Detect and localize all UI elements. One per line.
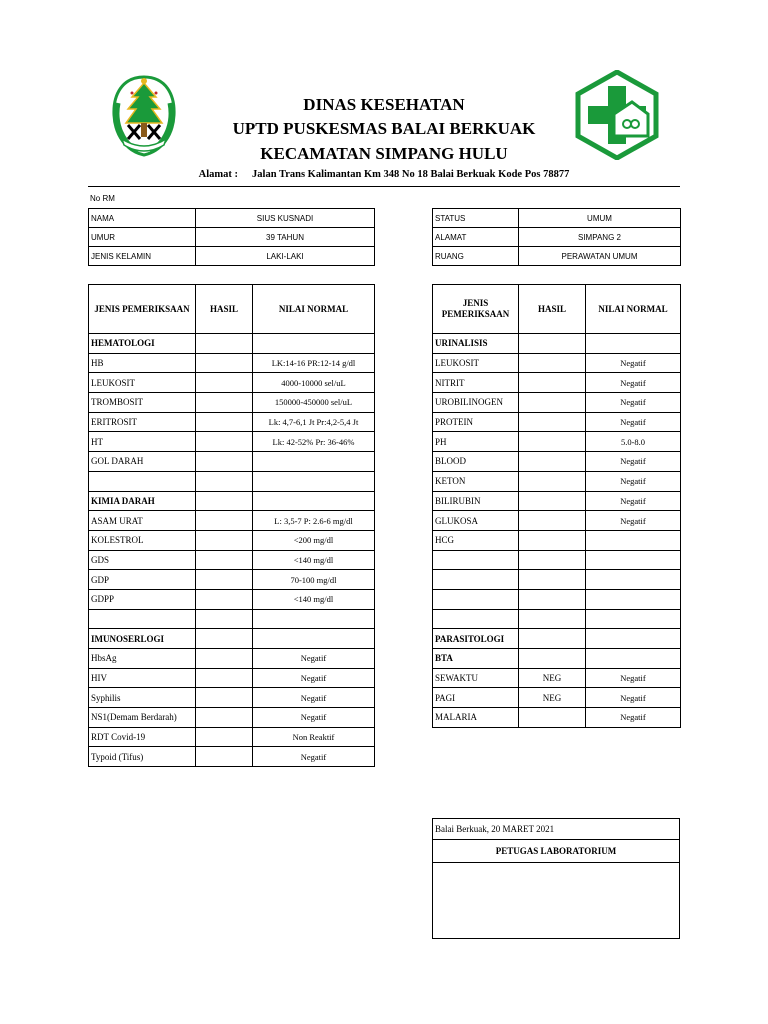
lab-normal-value xyxy=(586,550,681,570)
lab-row xyxy=(433,570,681,590)
patient-info-row xyxy=(433,228,681,247)
header-nilai-normal: NILAI NORMAL xyxy=(253,285,375,334)
lab-test-name: KIMIA DARAH xyxy=(89,491,196,511)
lab-result xyxy=(519,609,586,629)
lab-row xyxy=(433,491,681,511)
lab-test-name: TROMBOSIT xyxy=(89,393,196,413)
lab-row xyxy=(89,373,375,393)
lab-row xyxy=(433,432,681,452)
lab-result xyxy=(196,649,253,669)
lab-row xyxy=(433,471,681,491)
lab-normal-value: Negatif xyxy=(253,708,375,728)
lab-test-name: PAGI xyxy=(433,688,519,708)
lab-result xyxy=(196,570,253,590)
lab-test-name: PROTEIN xyxy=(433,412,519,432)
lab-result xyxy=(519,452,586,472)
lab-normal-value xyxy=(586,629,681,649)
lab-normal-value: Negatif xyxy=(586,471,681,491)
lab-test-name xyxy=(433,550,519,570)
lab-row xyxy=(89,412,375,432)
lab-normal-value xyxy=(586,530,681,550)
lab-table-right xyxy=(432,284,681,728)
lab-normal-value: Negatif xyxy=(586,511,681,531)
patient-field-label: RUANG xyxy=(433,247,519,266)
lab-test-name: IMUNOSERLOGI xyxy=(89,629,196,649)
lab-normal-value: Negatif xyxy=(586,393,681,413)
address-line xyxy=(0,169,768,180)
lab-test-name: ERITROSIT xyxy=(89,412,196,432)
lab-test-name: PH xyxy=(433,432,519,452)
lab-normal-value: Negatif xyxy=(586,491,681,511)
lab-test-name xyxy=(433,609,519,629)
lab-test-name: GDP xyxy=(89,570,196,590)
lab-result xyxy=(196,353,253,373)
lab-test-name: BTA xyxy=(433,649,519,669)
signature-title: PETUGAS LABORATORIUM xyxy=(495,846,617,856)
lab-result xyxy=(196,708,253,728)
lab-result xyxy=(196,550,253,570)
lab-normal-value: Negatif xyxy=(586,688,681,708)
lab-normal-value: <140 mg/dl xyxy=(253,589,375,609)
lab-row xyxy=(89,393,375,413)
lab-normal-value: 150000-450000 sel/uL xyxy=(253,393,375,413)
lab-normal-value: Negatif xyxy=(586,668,681,688)
lab-result xyxy=(196,668,253,688)
lab-test-name: HEMATOLOGI xyxy=(89,334,196,354)
lab-row xyxy=(89,708,375,728)
lab-test-name: HT xyxy=(89,432,196,452)
lab-result xyxy=(519,373,586,393)
patient-field-value: 39 TAHUN xyxy=(196,228,375,247)
lab-row xyxy=(89,511,375,531)
lab-row xyxy=(89,649,375,669)
lab-normal-value xyxy=(253,491,375,511)
patient-field-value: UMUM xyxy=(519,209,681,228)
patient-field-label: STATUS xyxy=(433,209,519,228)
patient-info-row xyxy=(89,209,375,228)
lab-result xyxy=(519,511,586,531)
lab-normal-value xyxy=(586,570,681,590)
lab-test-name: HCG xyxy=(433,530,519,550)
lab-row xyxy=(433,530,681,550)
lab-normal-value: Negatif xyxy=(586,353,681,373)
lab-result xyxy=(196,727,253,747)
header-puskesmas: UPTD PUSKESMAS BALAI BERKUAK xyxy=(232,119,536,138)
lab-test-name: HbsAg xyxy=(89,649,196,669)
header-hasil: HASIL xyxy=(196,285,253,334)
patient-field-value: LAKI-LAKI xyxy=(196,247,375,266)
lab-normal-value: Negatif xyxy=(253,668,375,688)
lab-normal-value xyxy=(253,609,375,629)
lab-test-name: GLUKOSA xyxy=(433,511,519,531)
lab-normal-value: 70-100 mg/dl xyxy=(253,570,375,590)
lab-row xyxy=(433,629,681,649)
header-jenis-pemeriksaan: JENIS PEMERIKSAAN xyxy=(433,285,519,334)
lab-row xyxy=(89,530,375,550)
lab-row xyxy=(89,471,375,491)
lab-result xyxy=(196,412,253,432)
lab-result xyxy=(196,688,253,708)
lab-normal-value xyxy=(586,649,681,669)
lab-row xyxy=(433,452,681,472)
lab-result xyxy=(519,708,586,728)
lab-result xyxy=(196,589,253,609)
header-nilai-normal: NILAI NORMAL xyxy=(586,285,681,334)
lab-test-name: BLOOD xyxy=(433,452,519,472)
lab-result xyxy=(196,609,253,629)
lab-test-name: BILIRUBIN xyxy=(433,491,519,511)
lab-row xyxy=(433,668,681,688)
lab-result xyxy=(519,471,586,491)
lab-result: NEG xyxy=(519,688,586,708)
patient-info-row xyxy=(433,247,681,266)
lab-row xyxy=(433,609,681,629)
signature-date: Balai Berkuak, 20 MARET 2021 xyxy=(435,824,555,834)
lab-normal-value: LK:14-16 PR:12-14 g/dl xyxy=(253,353,375,373)
lab-normal-value: 5.0-8.0 xyxy=(586,432,681,452)
lab-test-name: Typoid (Tifus) xyxy=(89,747,196,767)
lab-result xyxy=(196,471,253,491)
lab-normal-value: Negatif xyxy=(586,708,681,728)
lab-normal-value: Lk: 42-52% Pr: 36-46% xyxy=(253,432,375,452)
patient-info-row xyxy=(89,228,375,247)
lab-row xyxy=(89,727,375,747)
lab-result xyxy=(519,432,586,452)
lab-row xyxy=(433,412,681,432)
patient-field-label: NAMA xyxy=(89,209,196,228)
lab-row xyxy=(89,353,375,373)
lab-test-name: NITRIT xyxy=(433,373,519,393)
lab-result xyxy=(519,530,586,550)
lab-normal-value: Lk: 4,7-6,1 Jt Pr:4,2-5,4 Jt xyxy=(253,412,375,432)
lab-normal-value: 4000-10000 sel/uL xyxy=(253,373,375,393)
header-hasil: HASIL xyxy=(519,285,586,334)
lab-row xyxy=(89,688,375,708)
patient-field-label: ALAMAT xyxy=(433,228,519,247)
header-dinas: DINAS KESEHATAN xyxy=(303,95,465,114)
signature-box xyxy=(432,818,680,939)
lab-result xyxy=(519,393,586,413)
lab-test-name xyxy=(89,609,196,629)
patient-field-value: SIMPANG 2 xyxy=(519,228,681,247)
lab-result xyxy=(519,412,586,432)
lab-normal-value: Negatif xyxy=(253,747,375,767)
lab-test-name xyxy=(433,589,519,609)
lab-result xyxy=(196,393,253,413)
address-text: Jalan Trans Kalimantan Km 348 No 18 Balai Berkuak Kode Pos 78877 xyxy=(252,169,570,180)
lab-normal-value: Negatif xyxy=(586,412,681,432)
lab-result: NEG xyxy=(519,668,586,688)
lab-normal-value: Negatif xyxy=(586,373,681,393)
patient-field-value: PERAWATAN UMUM xyxy=(519,247,681,266)
lab-test-name: RDT Covid-19 xyxy=(89,727,196,747)
lab-test-name: HIV xyxy=(89,668,196,688)
lab-test-name: SEWAKTU xyxy=(433,668,519,688)
no-rm-label: No RM xyxy=(90,194,115,203)
lab-row xyxy=(433,589,681,609)
lab-test-name: KOLESTROL xyxy=(89,530,196,550)
patient-info-row xyxy=(89,247,375,266)
lab-result xyxy=(196,629,253,649)
lab-result xyxy=(519,353,586,373)
lab-test-name: GDS xyxy=(89,550,196,570)
lab-normal-value: L: 3,5-7 P: 2.6-6 mg/dl xyxy=(253,511,375,531)
lab-row xyxy=(89,452,375,472)
lab-table-header xyxy=(433,285,681,334)
lab-row xyxy=(89,570,375,590)
lab-row xyxy=(89,629,375,649)
lab-row xyxy=(89,747,375,767)
lab-test-name xyxy=(89,471,196,491)
lab-table-header xyxy=(89,285,375,334)
lab-result xyxy=(196,511,253,531)
lab-test-name: PARASITOLOGI xyxy=(433,629,519,649)
lab-row xyxy=(433,708,681,728)
lab-result xyxy=(196,452,253,472)
lab-normal-value xyxy=(586,334,681,354)
lab-normal-value: Negatif xyxy=(586,452,681,472)
header-jenis-pemeriksaan: JENIS PEMERIKSAAN xyxy=(89,285,196,334)
lab-test-name: GDPP xyxy=(89,589,196,609)
header-kecamatan: KECAMATAN SIMPANG HULU xyxy=(260,144,508,163)
lab-test-name: Syphilis xyxy=(89,688,196,708)
patient-info-right xyxy=(432,208,681,266)
lab-row xyxy=(433,373,681,393)
lab-result xyxy=(519,629,586,649)
lab-normal-value xyxy=(253,334,375,354)
lab-result xyxy=(196,373,253,393)
lab-test-name: NS1(Demam Berdarah) xyxy=(89,708,196,728)
lab-result xyxy=(196,530,253,550)
lab-test-name: MALARIA xyxy=(433,708,519,728)
lab-normal-value xyxy=(253,452,375,472)
lab-row xyxy=(89,334,375,354)
signature-divider-2 xyxy=(433,862,679,863)
lab-row xyxy=(433,511,681,531)
lab-row xyxy=(433,353,681,373)
lab-test-name: URINALISIS xyxy=(433,334,519,354)
lab-result xyxy=(519,589,586,609)
lab-normal-value xyxy=(586,609,681,629)
lab-test-name xyxy=(433,570,519,590)
lab-normal-value: Negatif xyxy=(253,688,375,708)
lab-result xyxy=(519,649,586,669)
lab-row xyxy=(433,550,681,570)
lab-table-left xyxy=(88,284,375,767)
lab-row xyxy=(89,491,375,511)
lab-test-name: KETON xyxy=(433,471,519,491)
lab-result xyxy=(519,334,586,354)
signature-divider xyxy=(433,839,679,840)
lab-result xyxy=(519,550,586,570)
lab-result xyxy=(519,491,586,511)
lab-normal-value: <140 mg/dl xyxy=(253,550,375,570)
lab-result xyxy=(519,570,586,590)
patient-info-row xyxy=(433,209,681,228)
lab-normal-value: Non Reaktif xyxy=(253,727,375,747)
patient-info-left xyxy=(88,208,375,266)
patient-field-value: SIUS KUSNADI xyxy=(196,209,375,228)
lab-test-name: LEUKOSIT xyxy=(89,373,196,393)
lab-normal-value: Negatif xyxy=(253,649,375,669)
lab-row xyxy=(433,334,681,354)
lab-test-name: GOL DARAH xyxy=(89,452,196,472)
lab-row xyxy=(89,550,375,570)
lab-result xyxy=(196,334,253,354)
lab-test-name: ASAM URAT xyxy=(89,511,196,531)
lab-row xyxy=(433,649,681,669)
lab-result xyxy=(196,747,253,767)
lab-row xyxy=(89,668,375,688)
lab-row xyxy=(89,609,375,629)
address-label: Alamat : xyxy=(198,169,239,180)
header-divider xyxy=(88,186,680,187)
lab-test-name: HB xyxy=(89,353,196,373)
lab-row xyxy=(433,393,681,413)
lab-row xyxy=(89,432,375,452)
lab-row xyxy=(433,688,681,708)
lab-normal-value xyxy=(586,589,681,609)
lab-test-name: UROBILINOGEN xyxy=(433,393,519,413)
lab-row xyxy=(89,589,375,609)
lab-normal-value: <200 mg/dl xyxy=(253,530,375,550)
lab-test-name: LEUKOSIT xyxy=(433,353,519,373)
lab-normal-value xyxy=(253,471,375,491)
lab-result xyxy=(196,491,253,511)
lab-normal-value xyxy=(253,629,375,649)
patient-field-label: UMUR xyxy=(89,228,196,247)
patient-field-label: JENIS KELAMIN xyxy=(89,247,196,266)
lab-result xyxy=(196,432,253,452)
